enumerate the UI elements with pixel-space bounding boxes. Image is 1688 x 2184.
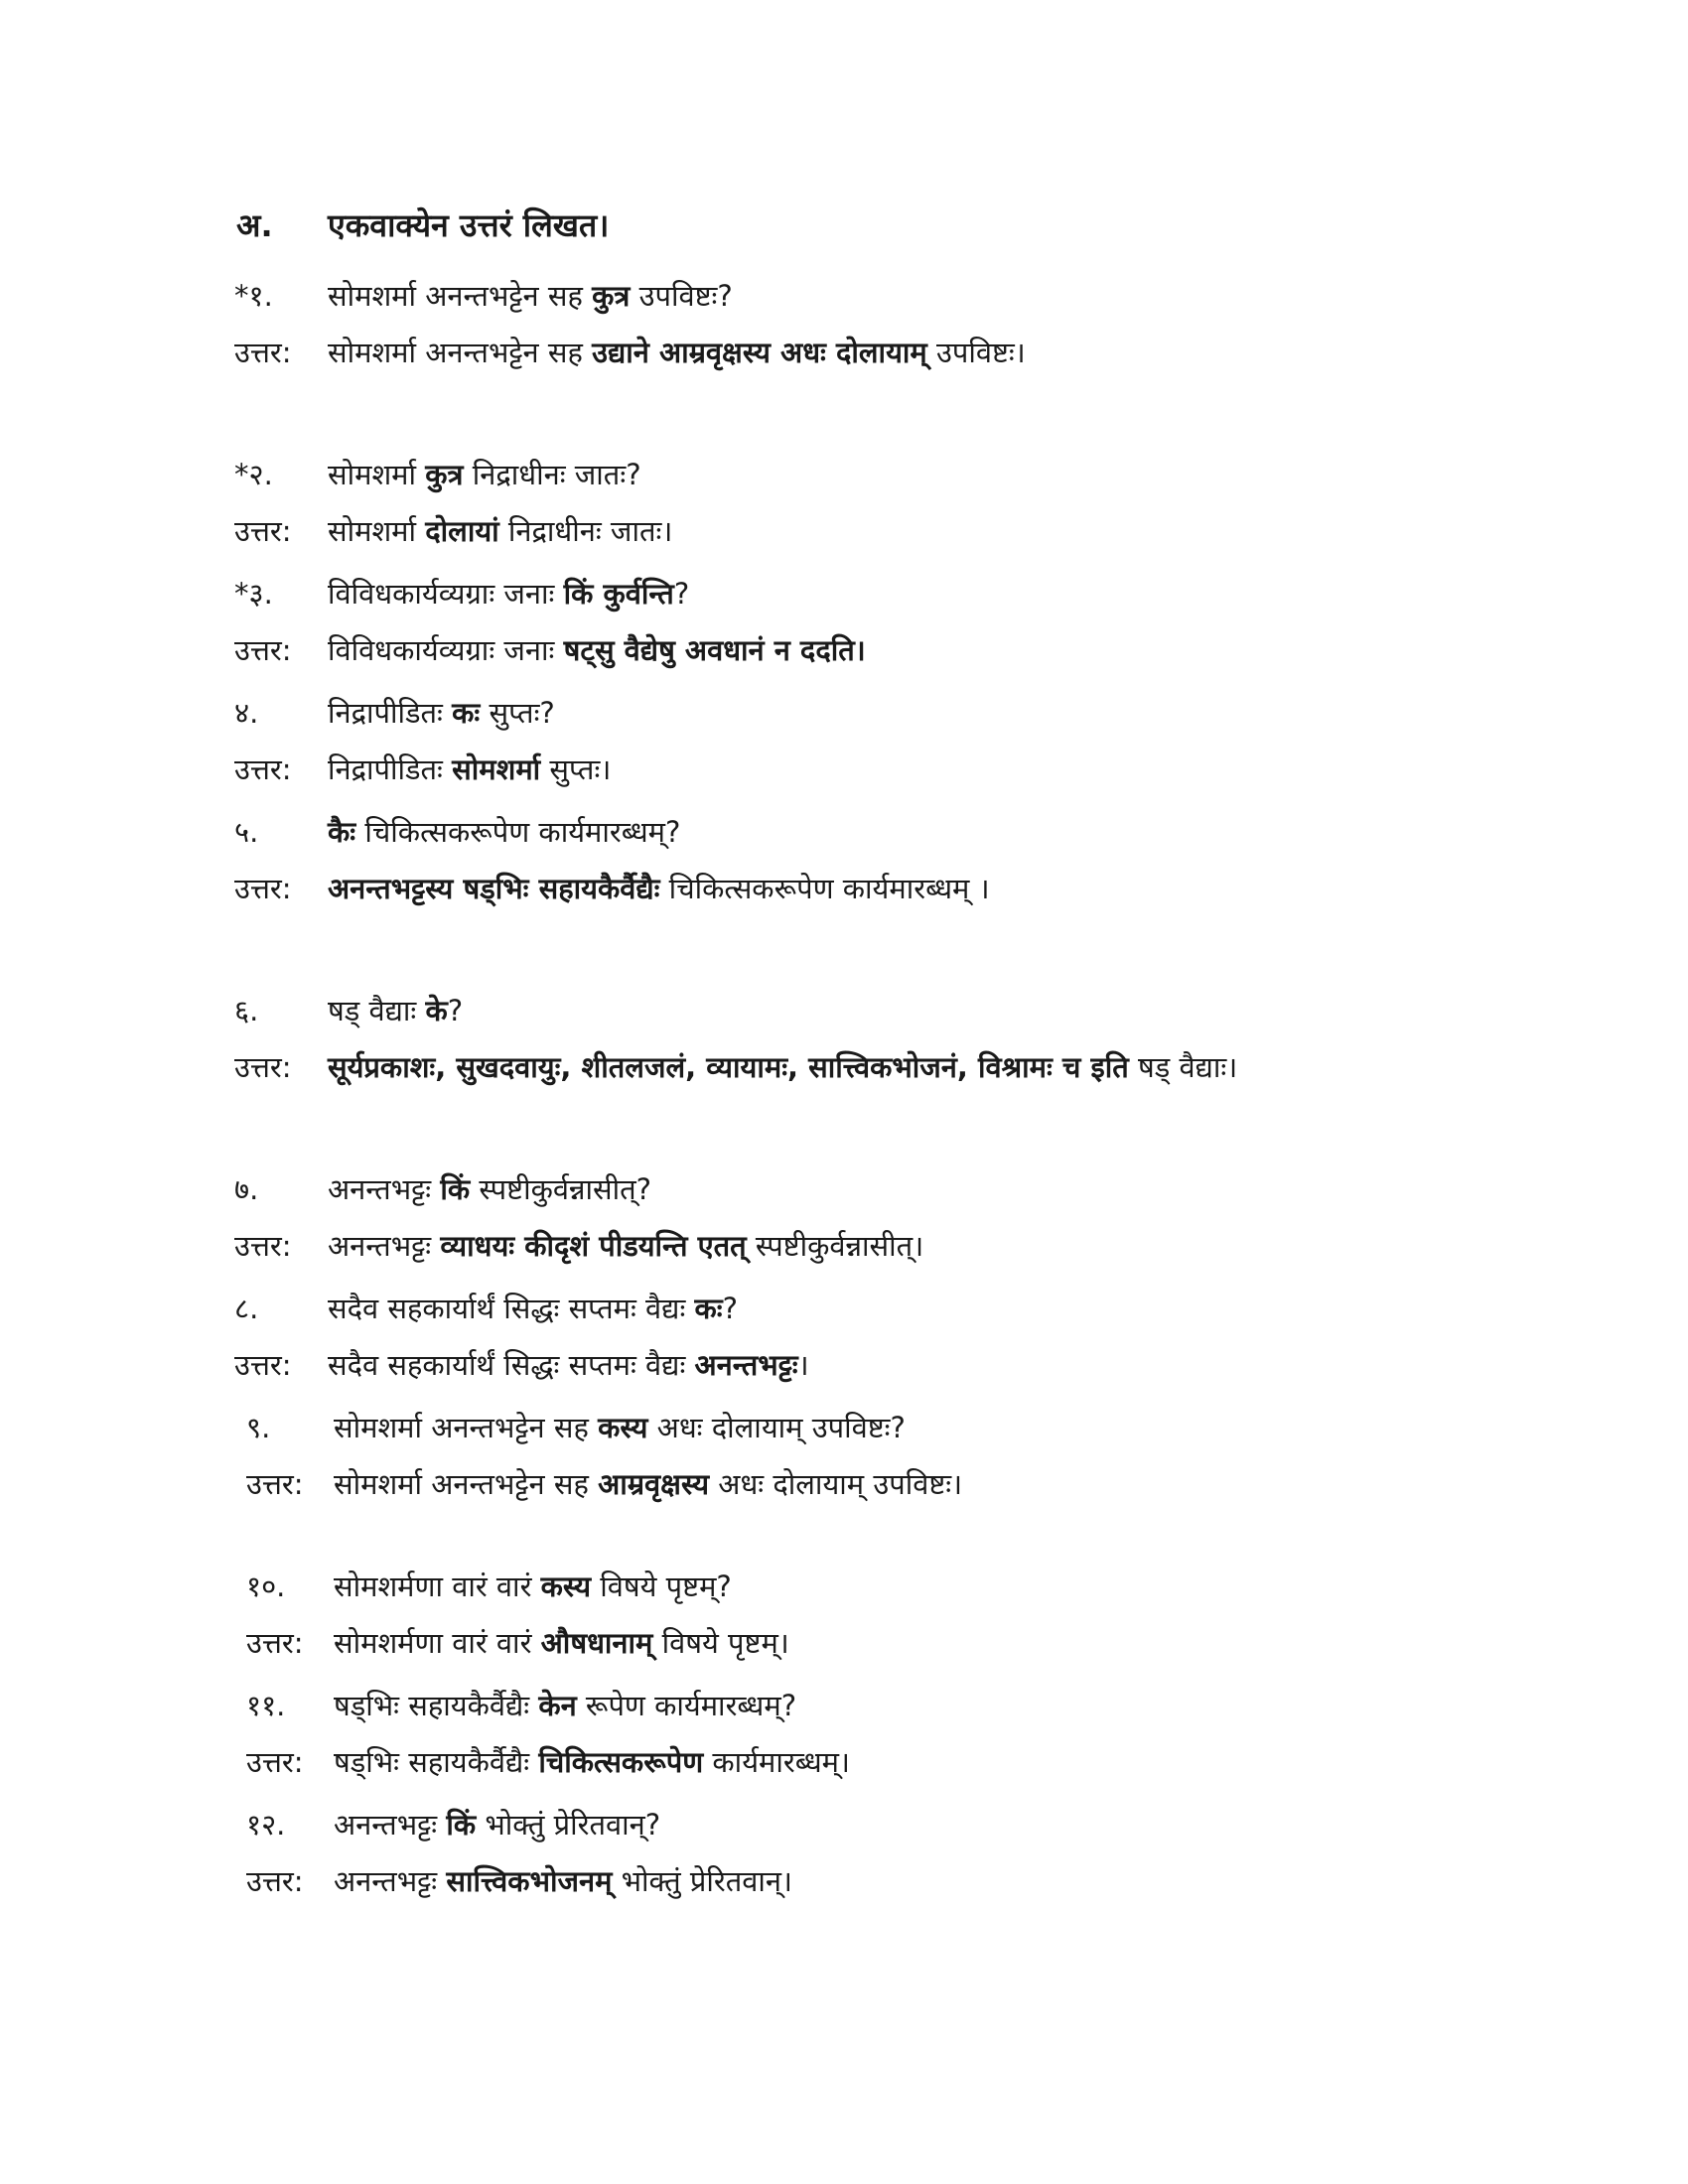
text-run: ? [673, 577, 690, 611]
emphasis-text: उद्याने आम्रवृक्षस्य अधः दोलायाम् [592, 336, 927, 369]
text-run: भोक्तुं प्रेरितवान्। [612, 1864, 792, 1898]
qa-item [234, 566, 1327, 679]
question-text [334, 1559, 1338, 1615]
question-number: ७. [234, 1172, 259, 1206]
question-row [234, 447, 1327, 503]
question-row [234, 566, 1327, 622]
text-run: अधः दोलायाम् उपविष्टः? [647, 1411, 906, 1444]
question-row [234, 804, 1327, 861]
answer-label: उत्तर: [246, 1626, 304, 1660]
text-run: सुप्तः? [480, 696, 555, 730]
text-run: स्पष्टीकुर्वन्नासीत्। [746, 1229, 924, 1263]
text-run: उपविष्टः? [630, 279, 733, 313]
question-number: ६. [234, 994, 259, 1027]
text-run: अनन्तभट्टः [334, 1864, 447, 1898]
emphasis-text: कः [452, 696, 481, 730]
text-run: सोमशर्मणा वारं वारं [334, 1626, 541, 1660]
question-text [328, 983, 1327, 1039]
answer-label: उत्तर: [234, 514, 292, 548]
text-run: अधः दोलायाम् उपविष्टः। [709, 1467, 963, 1501]
text-run: सदैव सहकार्यार्थं सिद्धः सप्तमः वैद्यः [328, 1292, 695, 1325]
answer-row [246, 1734, 1338, 1791]
text-run: चिकित्सकरूपेण कार्यमारब्धम्? [355, 815, 681, 849]
emphasis-text: व्याधयः कीदृशं पीडयन्ति एतत् [440, 1229, 747, 1263]
question-number: ४. [234, 696, 259, 730]
qa-item [234, 1161, 1327, 1275]
answer-text [328, 503, 1327, 560]
question-number: *१. [234, 279, 273, 313]
text-run: षड् वैद्याः। [1128, 1050, 1238, 1084]
question-number: ११. [246, 1689, 286, 1722]
section-title: एकवाक्येन उत्तरं लिखत। [328, 206, 610, 244]
answer-row [246, 1615, 1338, 1672]
text-run: कार्यमारब्धम्। [703, 1745, 850, 1779]
emphasis-text: षट्सु वैद्येषु अवधानं न ददति। [563, 633, 866, 667]
qa-item [246, 1797, 1338, 1910]
question-row [246, 1678, 1338, 1734]
answer-label: उत्तर: [234, 1348, 292, 1382]
text-run: । [797, 1348, 809, 1382]
answer-row [246, 1853, 1338, 1910]
question-text [328, 685, 1327, 742]
emphasis-text: किं कुर्वन्ति [563, 577, 674, 611]
emphasis-text: चिकित्सकरूपेण [538, 1745, 704, 1779]
question-row [234, 268, 1327, 325]
text-run: ? [447, 994, 464, 1027]
question-text [334, 1400, 1338, 1456]
emphasis-text: सूर्यप्रकाशः, सुखदवायुः, शीतलजलं, व्यायामः, सात्त्विकभोजनं, विश्रामः च इति [328, 1050, 1129, 1084]
text-run: निद्राधीनः जातः? [463, 458, 641, 491]
text-run: रूपेण कार्यमारब्धम्? [576, 1689, 797, 1722]
text-run: सुप्तः। [540, 752, 612, 786]
text-run: सोमशर्मणा वारं वारं [334, 1570, 541, 1603]
emphasis-text: कुत्र [425, 458, 464, 491]
answer-text [328, 861, 1327, 917]
answer-text [334, 1734, 1338, 1791]
answer-text [328, 742, 1327, 798]
qa-item [246, 1678, 1338, 1791]
question-number: *३. [234, 577, 273, 611]
question-row [246, 1400, 1338, 1456]
text-run: उपविष्टः। [926, 336, 1026, 369]
question-text [334, 1678, 1338, 1734]
qa-item [234, 804, 1327, 917]
qa-item [234, 1281, 1327, 1394]
question-text [328, 804, 1327, 861]
emphasis-text: के [425, 994, 448, 1027]
text-run: अनन्तभट्टः [328, 1229, 441, 1263]
answer-row [234, 1337, 1327, 1394]
section-heading [236, 204, 609, 246]
emphasis-text: अनन्तभट्टस्य षड्भिः सहायकैर्वैद्यैः [328, 872, 660, 905]
text-run: चिकित्सकरूपेण कार्यमारब्धम् । [659, 872, 990, 905]
text-run: निद्राधीनः जातः। [498, 514, 673, 548]
answer-text [328, 1218, 1327, 1275]
text-run: सोमशर्मा अनन्तभट्टेन सह [328, 336, 593, 369]
answer-text [328, 1039, 1327, 1096]
qa-item [234, 447, 1327, 560]
question-row [246, 1797, 1338, 1853]
question-row [234, 1281, 1327, 1337]
text-run: विषये पृष्टम्। [652, 1626, 789, 1660]
emphasis-text: कस्य [540, 1570, 592, 1603]
question-row [246, 1559, 1338, 1615]
answer-row [246, 1456, 1338, 1513]
answer-label: उत्तर: [246, 1467, 304, 1501]
emphasis-text: किं [446, 1808, 477, 1842]
emphasis-text: किं [440, 1172, 471, 1206]
qa-item [234, 268, 1327, 381]
text-run: विषये पृष्टम्? [591, 1570, 732, 1603]
text-run: षड् वैद्याः [328, 994, 426, 1027]
emphasis-text: कुत्र [592, 279, 631, 313]
question-text [328, 1281, 1327, 1337]
text-run: सोमशर्मा [328, 458, 426, 491]
answer-text [334, 1456, 1338, 1513]
answer-row [234, 503, 1327, 560]
text-run: ? [722, 1292, 739, 1325]
emphasis-text: आम्रवृक्षस्य [598, 1467, 710, 1501]
answer-text [328, 1337, 1327, 1394]
emphasis-text: अनन्तभट्टः [694, 1348, 798, 1382]
emphasis-text: कः [694, 1292, 723, 1325]
text-run: स्पष्टीकुर्वन्नासीत्? [470, 1172, 652, 1206]
answer-text [334, 1615, 1338, 1672]
text-run: सोमशर्मा अनन्तभट्टेन सह [334, 1411, 599, 1444]
text-run: षड्भिः सहायकैर्वैद्यैः [334, 1689, 539, 1722]
answer-label: उत्तर: [234, 1050, 292, 1084]
answer-label: उत्तर: [234, 633, 292, 667]
section-number: अ. [236, 206, 273, 244]
answer-row [234, 1039, 1327, 1096]
answer-text [334, 1853, 1338, 1910]
text-run: अनन्तभट्टः [328, 1172, 441, 1206]
text-run: सोमशर्मा [328, 514, 426, 548]
qa-item [234, 685, 1327, 798]
text-run: अनन्तभट्टः [334, 1808, 447, 1842]
answer-text [328, 622, 1327, 679]
question-row [234, 983, 1327, 1039]
question-number: १०. [246, 1570, 286, 1603]
text-run: भोक्तुं प्रेरितवान्? [476, 1808, 661, 1842]
question-number: ९. [246, 1411, 271, 1444]
qa-item [246, 1559, 1338, 1672]
question-text [328, 268, 1327, 325]
text-run: सदैव सहकार्यार्थं सिद्धः सप्तमः वैद्यः [328, 1348, 695, 1382]
question-row [234, 685, 1327, 742]
text-run: सोमशर्मा अनन्तभट्टेन सह [334, 1467, 599, 1501]
text-run: विविधकार्यव्यग्राः जनाः [328, 577, 564, 611]
answer-label: उत्तर: [234, 1229, 292, 1263]
answer-text [328, 325, 1327, 381]
question-number: ८. [234, 1292, 259, 1325]
question-row [234, 1161, 1327, 1218]
question-text [328, 447, 1327, 503]
text-run: निद्रापीडितः [328, 752, 453, 786]
text-run: षड्भिः सहायकैर्वैद्यैः [334, 1745, 539, 1779]
emphasis-text: सात्त्विकभोजनम् [446, 1864, 613, 1898]
answer-label: उत्तर: [246, 1864, 304, 1898]
emphasis-text: कस्य [598, 1411, 648, 1444]
answer-label: उत्तर: [234, 872, 292, 905]
question-number: *२. [234, 458, 273, 491]
answer-row [234, 1218, 1327, 1275]
emphasis-text: कैः [328, 815, 356, 849]
question-number: १२. [246, 1808, 286, 1842]
emphasis-text: केन [538, 1689, 577, 1722]
emphasis-text: दोलायां [425, 514, 499, 548]
question-text [328, 566, 1327, 622]
qa-item [246, 1400, 1338, 1513]
text-run: सोमशर्मा अनन्तभट्टेन सह [328, 279, 593, 313]
answer-label: उत्तर: [234, 752, 292, 786]
answer-row [234, 742, 1327, 798]
qa-item [234, 983, 1327, 1096]
emphasis-text: सोमशर्मा [452, 752, 541, 786]
answer-row [234, 861, 1327, 917]
question-text [334, 1797, 1338, 1853]
question-number: ५. [234, 815, 259, 849]
question-text [328, 1161, 1327, 1218]
text-run: विविधकार्यव्यग्राः जनाः [328, 633, 564, 667]
answer-row [234, 622, 1327, 679]
emphasis-text: औषधानाम् [540, 1626, 653, 1660]
text-run: निद्रापीडितः [328, 696, 453, 730]
answer-label: उत्तर: [246, 1745, 304, 1779]
answer-label: उत्तर: [234, 336, 292, 369]
answer-row [234, 325, 1327, 381]
